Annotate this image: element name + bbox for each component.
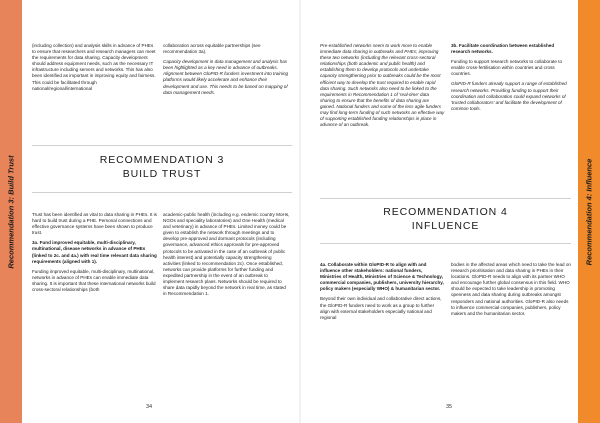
left-heading-line1: RECOMMENDATION 3 bbox=[99, 154, 225, 166]
right-side-label: Recommendation 4: Influence bbox=[584, 158, 594, 265]
left-top-col1-text: (including collection) and analysis skills in advance of PHEs to ensure that researchers and research managers can meet the requirements for data sharing. Capacity development should address equipment needs, such as the necessary IT infrastructure including servers and networks. This has also been identified as important in improving equity and fairness. This could be facilitated through national/regional/international bbox=[32, 43, 156, 91]
right-side-tab bbox=[578, 0, 600, 423]
left-heading-rule-top bbox=[32, 145, 292, 146]
left-bottom-col2-text: academic-public health (including e.g. endemic country MoHs, NGOs and speciality laboratories) and One Health (medical and veterinary) in advance of PHEs. Limited money could be given to establish the network through meetings and to develop pre-approved and dormant protocols (including governance, advanced ethics approvals for pre-approved protocols to be activated in the case of an outbreak of public health interest) and potentially capacity strengthening activities (linked to recommendation 2c). Once established, networks can provide platforms for further funding and expedited partnership in the event of an outbreak to implement research plans. Networks should be required to share data rapidly beyond the network in real time, as stated in Recommendation 1. bbox=[163, 212, 290, 297]
left-bottom-col2 bbox=[163, 212, 290, 301]
right-page-number: 35 bbox=[446, 404, 453, 410]
right-top-col2-p2: Funding to support research networks to collaborate to enable cross-fertilisation within countries and cross countries. bbox=[451, 59, 563, 77]
right-top-col2-p3: GloPID-R funders already support a range of established research networks. Providing funding to support their coordination and collaboration could expand networks of 'trusted collaborators' and facilitate the development of common tools. bbox=[451, 81, 567, 111]
right-heading-rule-top bbox=[320, 198, 571, 199]
left-bottom-col1-p3: Funding improved equitable, multi-disciplinary, multinational, networks in advance of PHEs can enable immediate data sharing. It is important that these international networks build cross-sectoral relationships (both bbox=[32, 268, 156, 293]
right-bottom-col1-p2: Beyond their own individual and collaborative direct actions, the GloPID-R funders need to work as a group to further align with external stakeholders especially national and regional bbox=[320, 296, 442, 320]
left-bottom-col1-p1: Trust has been identified as vital to data sharing in PHEs. It is hard to build trust during a PHE. Personal connections and effective governance systems have been shown to produce trust. bbox=[32, 212, 157, 236]
left-page-number: 34 bbox=[146, 404, 153, 410]
left-top-col2-p2: Capacity development in data management and analysis has been highlighted as a key need in advance of outbreaks. Alignment between GloPID-R funders investment into training platforms would likely accelerate and enhance their development and use. This needs to be based on mapping of data management needs. bbox=[163, 59, 289, 95]
page-spine bbox=[299, 0, 301, 423]
right-top-col2 bbox=[451, 43, 571, 116]
right-top-col1 bbox=[320, 43, 445, 132]
right-bottom-col2 bbox=[451, 262, 571, 321]
left-top-col2 bbox=[163, 43, 290, 100]
left-bottom-col1 bbox=[32, 212, 157, 297]
right-top-col1-text: Pre-established networks seem to work more to enable immediate data sharing in outbreaks and PHEs; improving these two networks (including the relevant cross-sectoral relationships (both academic and public health) and establishing them to develop protocols and undertake capacity strengthening prior to outbreaks could be the most efficient way to develop the trust required to enable rapid data sharing. Such networks also need to be linked to the requirements in Recommendation 1 of 'real-time' data sharing to ensure that the benefits of data sharing are gained. National funders and some of the less agile funders may find long-term funding of such networks an effective way of supporting established funding relationships in place in advance of an outbreak. bbox=[320, 43, 445, 128]
left-top-col2-p1: collaboration across equitable partnerships (see recommendation 3a). bbox=[163, 43, 261, 55]
left-heading bbox=[32, 153, 292, 181]
right-top-col2-p1: 3b. Facilitate coordination between established research networks. bbox=[451, 43, 555, 55]
left-side-tab bbox=[0, 0, 22, 423]
left-bottom-col1-p2: 3a. Fund improved equitable, multi-disciplinary, multinational, disease networks in advance of PHEs (linked to 2c. and 4a.) with real time relevant data sharing requirements (aligned with 1). bbox=[32, 240, 157, 264]
left-heading-line2: BUILD TRUST bbox=[122, 168, 202, 180]
left-top-col1 bbox=[32, 43, 157, 96]
left-side-label: Recommendation 3: Build Trust bbox=[6, 154, 16, 269]
right-heading bbox=[320, 205, 571, 233]
right-heading-line1: RECOMMENDATION 4 bbox=[383, 206, 508, 218]
right-bottom-col2-text: bodies in the affected areas which need to take the lead on research prioritisation and data sharing in PHEs in their locations. GloPID-R needs to align with its partner WHO and encourage further global consensus in this field. WHO should be expected to take leadership in promoting openness and data sharing during outbreaks amongst responders and national authorities. GloPID-R also needs to influence commercial companies, publishers, policy makers and the humanitarian sector. bbox=[451, 262, 571, 316]
right-heading-rule-bottom bbox=[320, 243, 571, 244]
right-bottom-col1-p1: 4a. Collaborate within GloPID-R to align with and influence other stakeholders: national funders, Ministries of Health, Ministries of Science & Technology, commercial companies, publishers, university hierarchy, policy makers (especially WHO) & humanitarian sector. bbox=[320, 262, 444, 292]
right-heading-line2: INFLUENCE bbox=[411, 220, 480, 232]
right-bottom-col1 bbox=[320, 262, 445, 325]
left-heading-rule-bottom bbox=[32, 192, 292, 193]
